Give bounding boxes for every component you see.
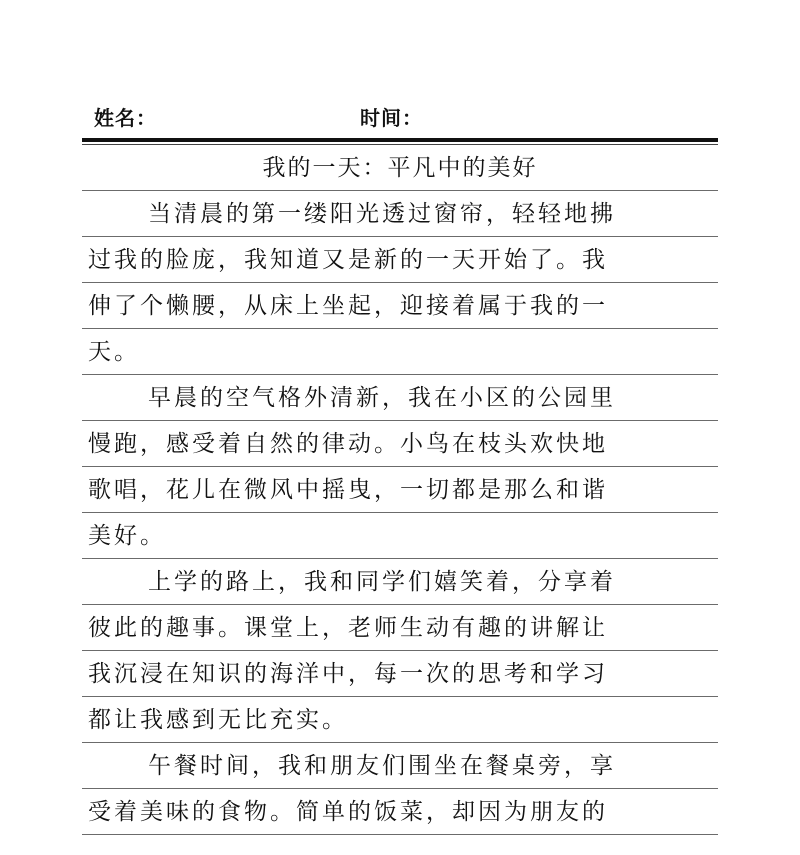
essay-title: 我的一天：平凡中的美好 (82, 145, 718, 191)
essay-line: 慢跑，感受着自然的律动。小鸟在枝头欢快地 (82, 421, 718, 467)
essay-line: 过我的脸庞，我知道又是新的一天开始了。我 (82, 237, 718, 283)
essay-line: 我沉浸在知识的海洋中，每一次的思考和学习 (82, 651, 718, 697)
essay-line: 受着美味的食物。简单的饭菜，却因为朋友的 (82, 789, 718, 835)
essay-line: 当清晨的第一缕阳光透过窗帘，轻轻地拂 (82, 191, 718, 237)
essay-line: 都让我感到无比充实。 (82, 697, 718, 743)
essay-line: 天。 (82, 329, 718, 375)
name-label: 姓名： (94, 106, 157, 130)
time-label: 时间： (360, 106, 423, 130)
essay-line: 彼此的趣事。课堂上，老师生动有趣的讲解让 (82, 605, 718, 651)
essay-line: 上学的路上，我和同学们嬉笑着，分享着 (82, 559, 718, 605)
header-rule-thick (82, 138, 718, 142)
essay-line: 美好。 (82, 513, 718, 559)
essay-sheet (82, 145, 718, 835)
essay-line: 早晨的空气格外清新，我在小区的公园里 (82, 375, 718, 421)
worksheet-header (94, 100, 718, 132)
essay-line: 伸了个懒腰，从床上坐起，迎接着属于我的一 (82, 283, 718, 329)
essay-line: 午餐时间，我和朋友们围坐在餐桌旁，享 (82, 743, 718, 789)
essay-line: 歌唱，花儿在微风中摇曳，一切都是那么和谐 (82, 467, 718, 513)
